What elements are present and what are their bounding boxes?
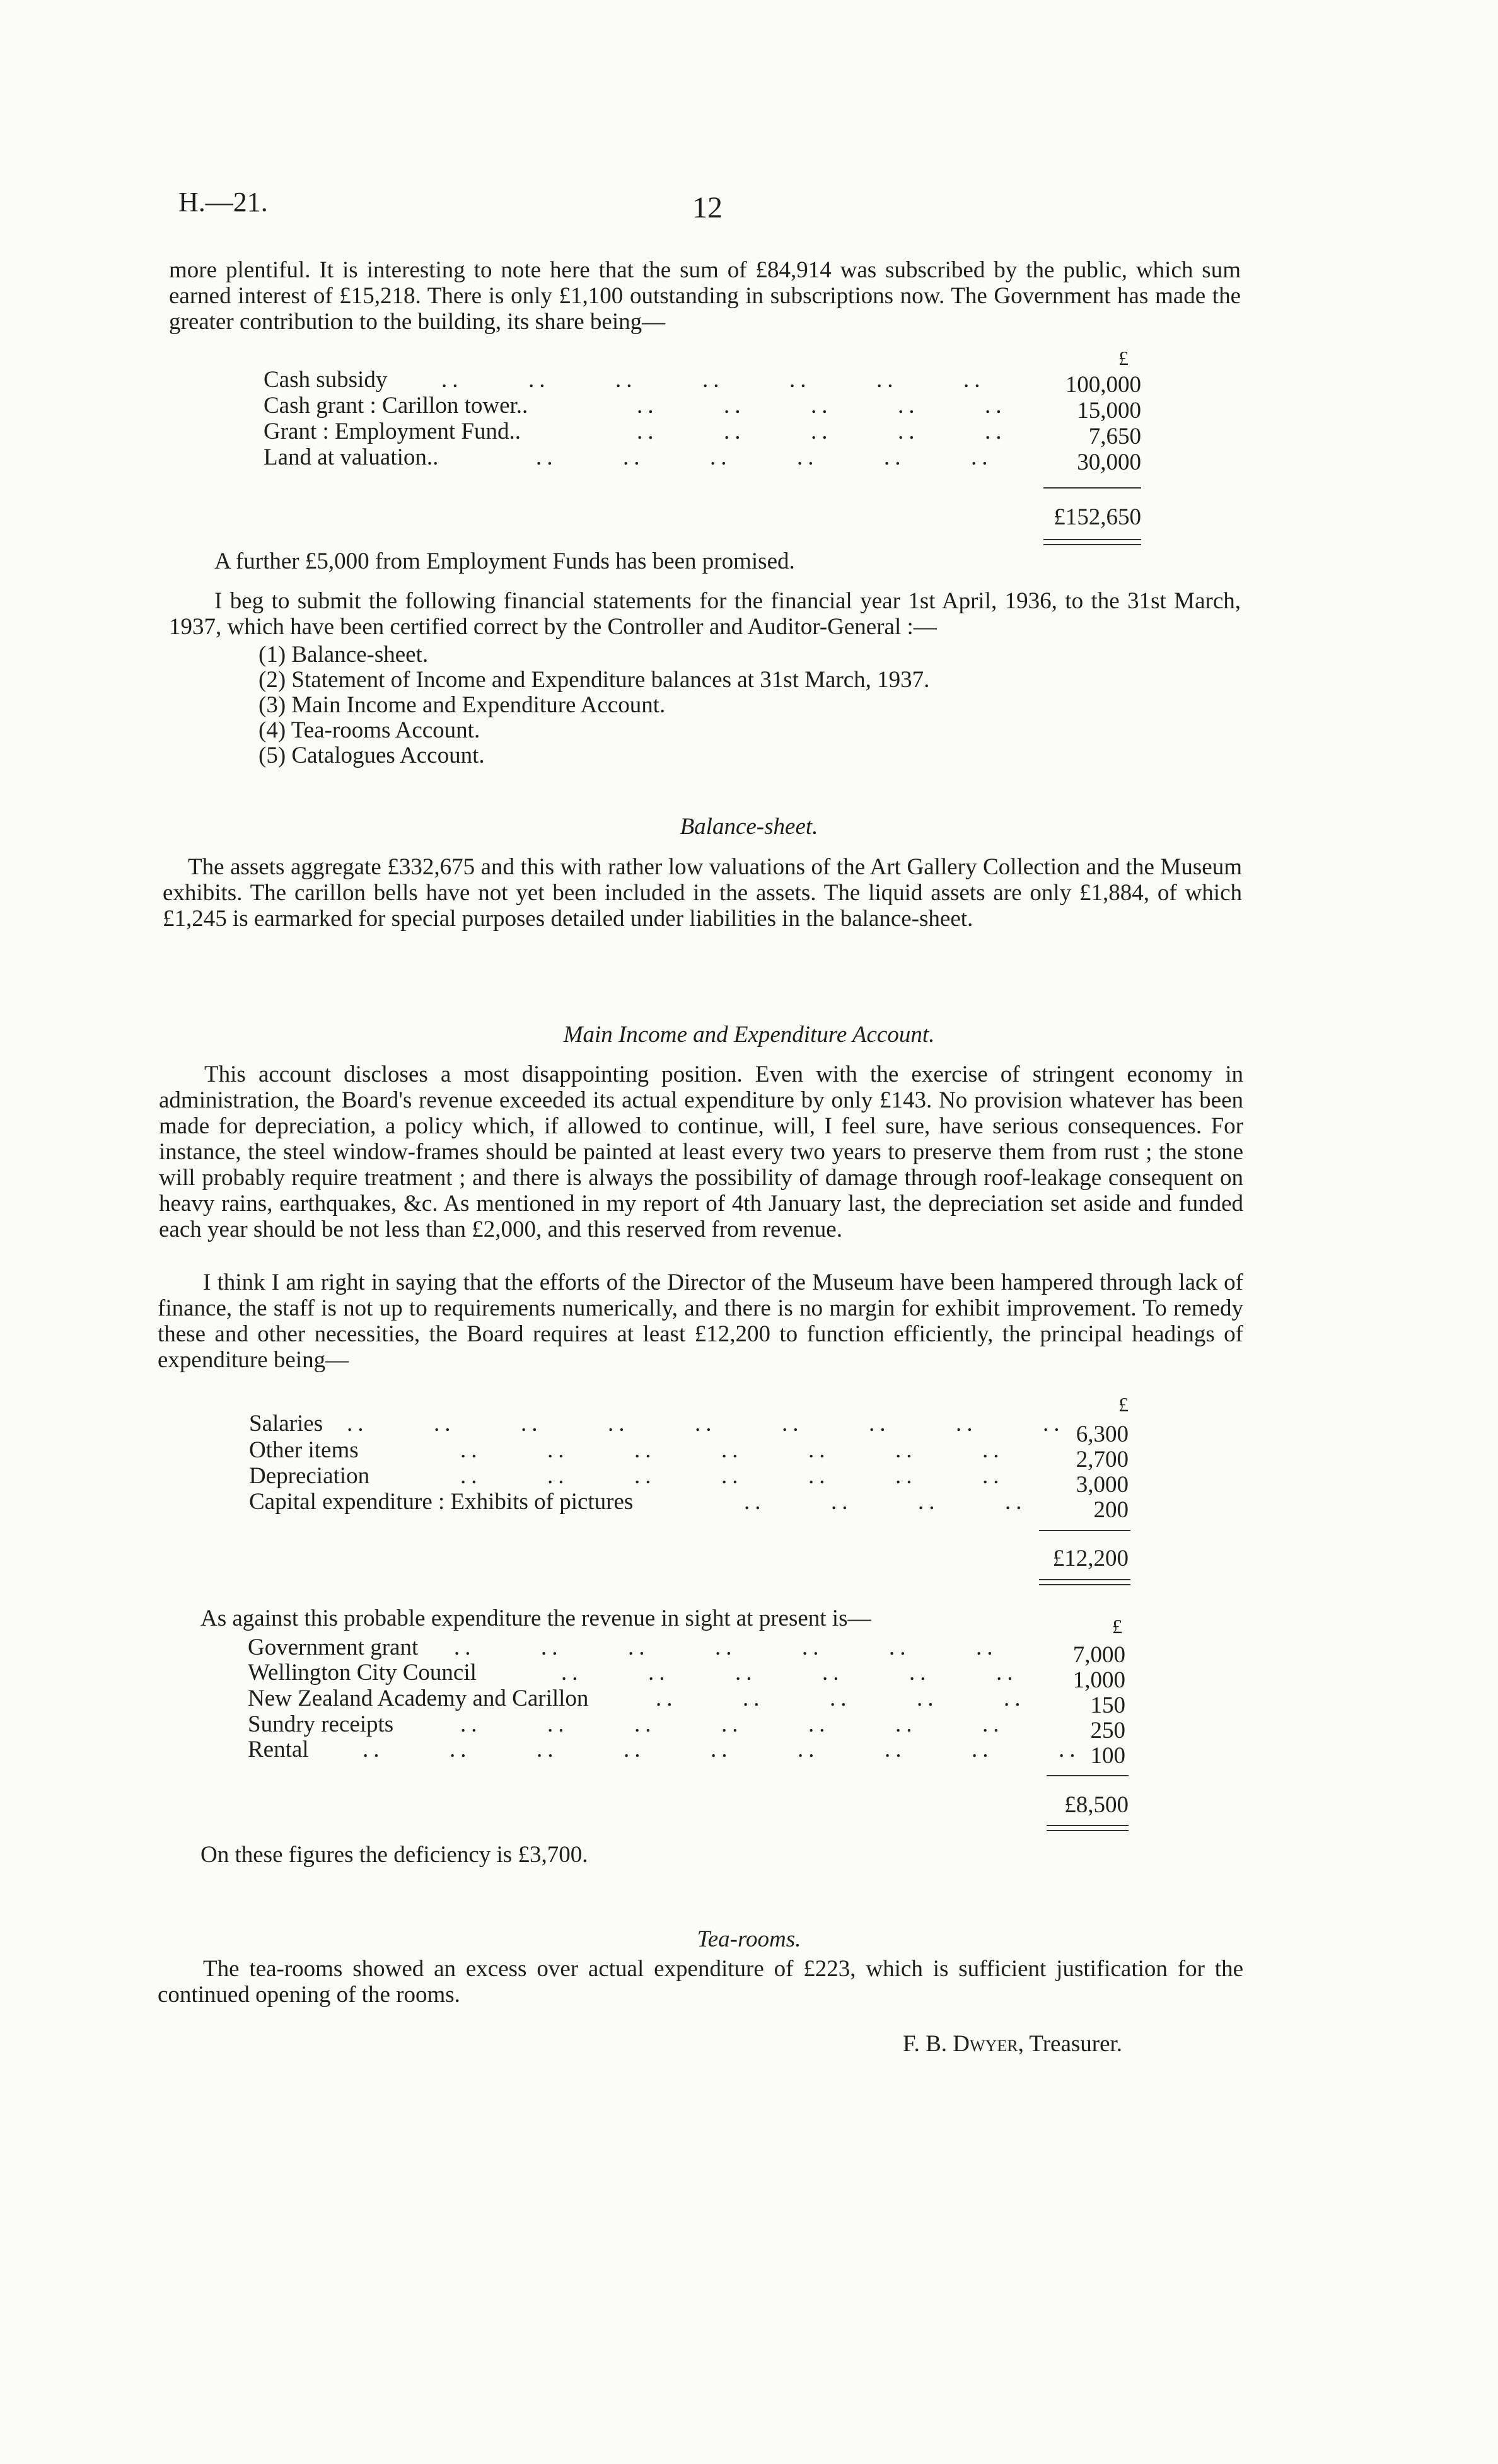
page-number: 12 [692, 191, 723, 224]
expenditure-row-amount: 3,000 [1076, 1472, 1129, 1498]
revenue-row-label: New Zealand Academy and Carillon [248, 1686, 589, 1711]
total-double-rule [1047, 1825, 1129, 1831]
revenue-row-label: Rental [248, 1737, 309, 1762]
list-item: (4) Tea-rooms Account. [258, 717, 480, 743]
govt-row-label: Land at valuation.. [264, 444, 439, 470]
leader-dots: .. .. .. .. .. .. .. .. .. [347, 1411, 1065, 1437]
leader-dots: .. .. .. .. .. .. .. .. .. [363, 1737, 1081, 1762]
leader-dots: .. .. .. .. .. .. [561, 1660, 1018, 1686]
revenue-row-amount: 250 [1090, 1718, 1125, 1744]
signature-title: , Treasurer. [1018, 2031, 1123, 2057]
further-funds-line: A further £5,000 from Employment Funds has been promised. [214, 548, 795, 574]
leader-dots: .. .. .. .. .. .. [536, 444, 993, 470]
revenue-total: £8,500 [1064, 1792, 1129, 1818]
leader-dots: .. .. .. .. .. [637, 393, 1007, 419]
govt-currency-symbol: £ [1118, 347, 1129, 369]
signature [903, 2031, 1122, 2057]
expenditure-row-amount: 2,700 [1076, 1447, 1129, 1472]
revenue-row-label: Government grant [248, 1634, 419, 1660]
leader-dots: .. .. .. .. .. [656, 1686, 1026, 1711]
sum-rule [1043, 487, 1141, 489]
list-item: (2) Statement of Income and Expenditure balances at 31st March, 1937. [258, 667, 930, 693]
revenue-row-amount: 1,000 [1072, 1667, 1125, 1693]
main-account-heading: Main Income and Expenditure Account. [563, 1022, 935, 1048]
revenue-row-label: Wellington City Council [248, 1660, 477, 1686]
govt-row-amount: 30,000 [1077, 449, 1141, 475]
govt-total: £152,650 [1054, 504, 1141, 530]
expenditure-total: £12,200 [1052, 1546, 1129, 1571]
list-item: (3) Main Income and Expenditure Account. [258, 692, 666, 718]
expenditure-row-amount: 6,300 [1076, 1421, 1129, 1447]
leader-dots: .. .. .. .. .. [637, 419, 1007, 444]
tea-rooms-heading: Tea-rooms. [697, 1926, 801, 1952]
govt-row-amount: 15,000 [1077, 398, 1141, 424]
expenditure-row-label: Salaries [249, 1411, 323, 1437]
expenditure-row-label: Depreciation [249, 1463, 370, 1489]
revenue-row-amount: 7,000 [1072, 1642, 1125, 1668]
signature-name: F. B. Dwyer [903, 2031, 1018, 2057]
revenue-row-label: Sundry receipts [248, 1711, 394, 1737]
expenditure-row-amount: 200 [1093, 1497, 1129, 1523]
expenditure-row-label: Other items [249, 1437, 359, 1463]
submit-paragraph: I beg to submit the following financial statements for the financial year 1st April, 1936, to the 31st March, 1937, which have been certified correct by the Controller and Auditor-General :— [169, 588, 1241, 640]
govt-row-label: Cash subsidy [264, 367, 388, 393]
expenditure-row-label: Capital expenditure : Exhibits of pictures [249, 1489, 634, 1515]
leader-dots: .. .. .. .. .. .. .. [441, 367, 985, 393]
deficiency-line: On these figures the deficiency is £3,700. [200, 1842, 588, 1868]
expenditure-currency-symbol: £ [1118, 1393, 1129, 1416]
list-item: (5) Catalogues Account. [258, 743, 485, 768]
main-account-paragraph-1: This account discloses a most disappointing position. Even with the exercise of stringent economy in administration, the Board's revenue exceeded its actual expenditure by only £143. No provision whatever has been made for depreciation, a policy which, if allowed to continue, will, I feel sure, have serious consequences. For instance, the steel window-frames should be painted at least every two years to preserve them from rust ; the stone will probably require treatment ; and there is always the possibility of damage through roof-leakage consequent on heavy rains, earthquakes, &c. As mentioned in my report of 4th January last, the depreciation set aside and funded each year should be not less than £2,000, and this reserved from revenue. [159, 1061, 1243, 1242]
revenue-currency-symbol: £ [1112, 1615, 1122, 1638]
page-header-code: H.—21. [178, 187, 268, 217]
main-account-paragraph-2: I think I am right in saying that the efforts of the Director of the Museum have been hampered through lack of finance, the staff is not up to requirements numerically, and there is no margin for exhibit improvement. To remedy these and other necessities, the Board requires at least £12,200 to function efficiently, the principal headings of expenditure being— [158, 1270, 1243, 1373]
govt-row-label: Grant : Employment Fund.. [264, 419, 521, 444]
leader-dots: .. .. .. .. .. .. .. [460, 1463, 1004, 1489]
revenue-row-amount: 150 [1090, 1692, 1125, 1718]
leader-dots: .. .. .. .. [744, 1489, 1027, 1515]
total-double-rule [1039, 1579, 1130, 1585]
leader-dots: .. .. .. .. .. .. .. [460, 1711, 1004, 1737]
govt-row-label: Cash grant : Carillon tower.. [264, 393, 528, 419]
leader-dots: .. .. .. .. .. .. .. [460, 1437, 1004, 1463]
govt-row-amount: 7,650 [1088, 424, 1141, 449]
total-double-rule [1043, 539, 1141, 545]
list-item: (1) Balance-sheet. [258, 642, 429, 668]
balance-sheet-paragraph: The assets aggregate £332,675 and this with rather low valuations of the Art Gallery Collection and the Museum exhibits. The carillon bells have not yet been included in the assets. The liquid assets are only £1,884, of which £1,245 is earmarked for special purposes detailed under liabilities in the balance-sheet. [163, 854, 1242, 932]
sum-rule [1047, 1775, 1129, 1776]
leader-dots: .. .. .. .. .. .. .. [454, 1634, 998, 1660]
tea-rooms-paragraph: The tea-rooms showed an excess over actual expenditure of £223, which is sufficient justification for the continued opening of the rooms. [158, 1956, 1243, 2008]
revenue-intro: As against this probable expenditure the revenue in sight at present is— [200, 1605, 871, 1631]
govt-row-amount: 100,000 [1065, 372, 1141, 398]
intro-paragraph: more plentiful. It is interesting to note here that the sum of £84,914 was subscribed by the public, which sum earned interest of £15,218. There is only £1,100 outstanding in subscriptions now. The Government has made the greater contribution to the building, its share being— [169, 257, 1241, 335]
revenue-row-amount: 100 [1090, 1743, 1125, 1769]
sum-rule [1039, 1530, 1130, 1531]
balance-sheet-heading: Balance-sheet. [680, 814, 818, 840]
